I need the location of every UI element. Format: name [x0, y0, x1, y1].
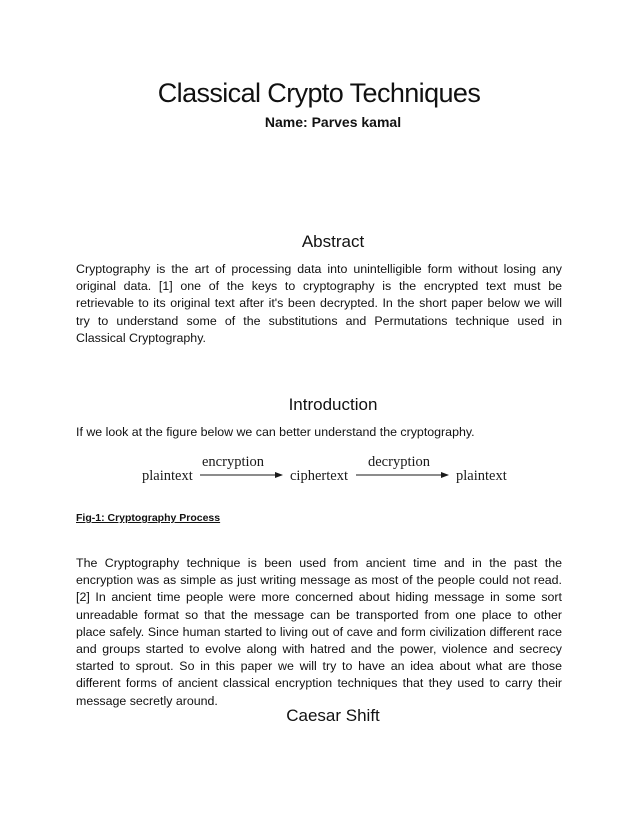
figure-plaintext-left: plaintext	[142, 468, 193, 484]
figure-decryption-label: decryption	[368, 454, 431, 470]
abstract-text: Cryptography is the art of processing data into unintelligible form without losing any original data. [1] one of the keys to cryptography is the encrypted text must be retrievable to its original text after it's been decrypted. In the short paper below we will try to understand some of the substitutions and Permutations technique used in Classical Cryptography.	[76, 262, 562, 345]
introduction-body: The Cryptography technique is been used from ancient time and in the past the encryption was as simple as just writing message as most of the people could not read. [2] In ancient time people were more concerned about hiding message in some sort unreadable format so that the message can be transported from one place to other place safely. Since human started to living out of cave and form civilization different race and groups started to evolve along with hatred and the power, violence and secrecy started to sprout. So in this paper we will try to have an idea about what are those different forms of ancient classical encryption techniques that they used to carry their message secretly around.	[76, 556, 562, 708]
abstract-heading: Abstract	[301, 232, 365, 251]
figure-ciphertext: ciphertext	[290, 468, 348, 484]
figure-plaintext-right: plaintext	[456, 468, 507, 484]
paper-title: Classical Crypto Techniques	[157, 78, 481, 108]
author-name: Name: Parves kamal	[264, 114, 402, 130]
introduction-heading: Introduction	[288, 395, 378, 414]
caesar-shift-heading: Caesar Shift	[286, 706, 380, 725]
cryptography-process-figure	[130, 450, 520, 490]
introduction-lead: If we look at the figure below we can better understand the cryptography.	[76, 425, 475, 439]
figure-caption: Fig-1: Cryptography Process	[76, 512, 221, 524]
figure-encryption-label: encryption	[202, 454, 265, 470]
